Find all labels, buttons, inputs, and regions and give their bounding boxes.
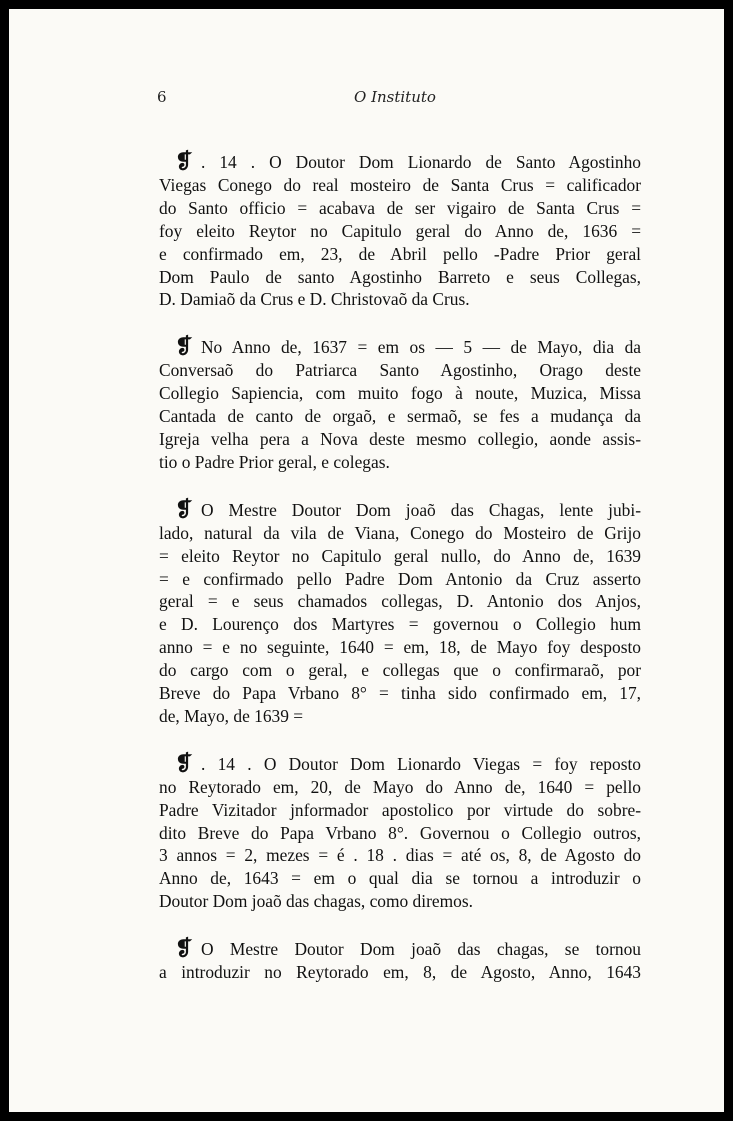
text-line: = e confirmado pello Padre Dom Antonio da Cruz asserto	[159, 568, 641, 589]
paragraph-mark-icon: ❡	[175, 149, 193, 173]
text-line: tio o Padre Prior geral, e colegas.	[159, 451, 390, 472]
text-line: Anno de, 1643 = em o qual dia se tornou a introduzir o	[159, 868, 641, 889]
text-line: 3 annos = 2, mezes = é . 18 . dias = até os, 8, de Agosto do	[159, 845, 641, 866]
text-line: de, Mayo, de 1639 =	[159, 705, 304, 726]
paragraph-4	[159, 750, 641, 913]
text-line: geral = e seus chamados collegas, D. Antonio dos Anjos,	[159, 591, 641, 612]
text-line: anno = e no seguinte, 1640 = em, 18, de Mayo foy desposto	[159, 637, 641, 658]
text-line: ❡ O Mestre Doutor Dom joaõ das chagas, se tornou	[175, 936, 641, 961]
text-line: Padre Vizitador jnformador apostolico por virtude do sobre-	[159, 799, 641, 820]
text-line: ❡ . 14 . O Doutor Dom Lionardo de Santo Agostinho	[175, 149, 641, 173]
text-line: Collegio Sapiencia, com muito fogo à noute, Muzica, Missa	[159, 383, 641, 404]
text-line: Breve do Papa Vrbano 8° = tinha sido confirmado em, 17,	[159, 683, 641, 704]
paragraph-mark-icon: ❡	[175, 936, 193, 961]
page-number: 6	[157, 88, 167, 106]
text-line: Dom Paulo de santo Agostinho Barreto e seus Collegas,	[159, 266, 641, 287]
text-line: Igreja velha pera a Nova deste mesmo collegio, aonde assis-	[159, 428, 641, 449]
running-head	[9, 88, 724, 112]
text-line: = eleito Reytor no Capitulo geral nullo, do Anno de, 1639	[159, 545, 641, 566]
body-text	[159, 151, 641, 1009]
text-line: foy eleito Reytor no Capitulo geral do Anno de, 1636 =	[159, 220, 641, 241]
text-line: Doutor Dom joaõ das chagas, como diremos.	[159, 891, 473, 912]
paragraph-mark-icon: ❡	[175, 496, 193, 521]
journal-title: O Instituto	[354, 88, 436, 106]
paragraph-2	[159, 336, 641, 473]
text-line: e D. Lourenço dos Martyres = governou o Collegio hum	[159, 614, 641, 635]
paragraph-1	[159, 151, 641, 311]
text-line: Viegas Conego do real mosteiro de Santa Crus = calificador	[159, 174, 641, 195]
paragraph-3	[159, 496, 641, 728]
text-line: no Reytorado em, 20, de Mayo do Anno de, 1640 = pello	[159, 776, 641, 797]
text-line: a introduzir no Reytorado em, 8, de Agosto, Anno, 1643	[159, 962, 641, 983]
text-line: Conversaõ do Patriarca Santo Agostinho, Orago deste	[159, 360, 641, 381]
text-line: e confirmado em, 23, de Abril pello -Padre Prior geral	[159, 243, 641, 264]
text-line: Cantada de canto de orgaõ, e sermaõ, se fes a mudança da	[159, 406, 641, 427]
paragraph-mark-icon: ❡	[175, 750, 193, 775]
text-line: ❡ O Mestre Doutor Dom joaõ das Chagas, lente jubi-	[175, 496, 641, 521]
paragraph-5	[159, 938, 641, 984]
text-line: ❡ No Anno de, 1637 = em os — 5 — de Mayo, dia da	[175, 334, 641, 359]
paragraph-mark-icon: ❡	[175, 334, 193, 359]
book-page	[9, 9, 724, 1112]
text-line: do cargo com o geral, e collegas que o confirmaraõ, por	[159, 660, 641, 681]
text-line: lado, natural da vila de Viana, Conego do Mosteiro de Grijo	[159, 522, 641, 543]
text-line: ❡ . 14 . O Doutor Dom Lionardo Viegas = foy reposto	[175, 750, 641, 775]
text-line: D. Damiaõ da Crus e D. Christovaõ da Crus.	[159, 289, 470, 310]
text-line: do Santo officio = acabava de ser vigairo de Santa Crus =	[159, 197, 641, 218]
text-line: dito Breve do Papa Vrbano 8°. Governou o Collegio outros,	[159, 822, 641, 843]
